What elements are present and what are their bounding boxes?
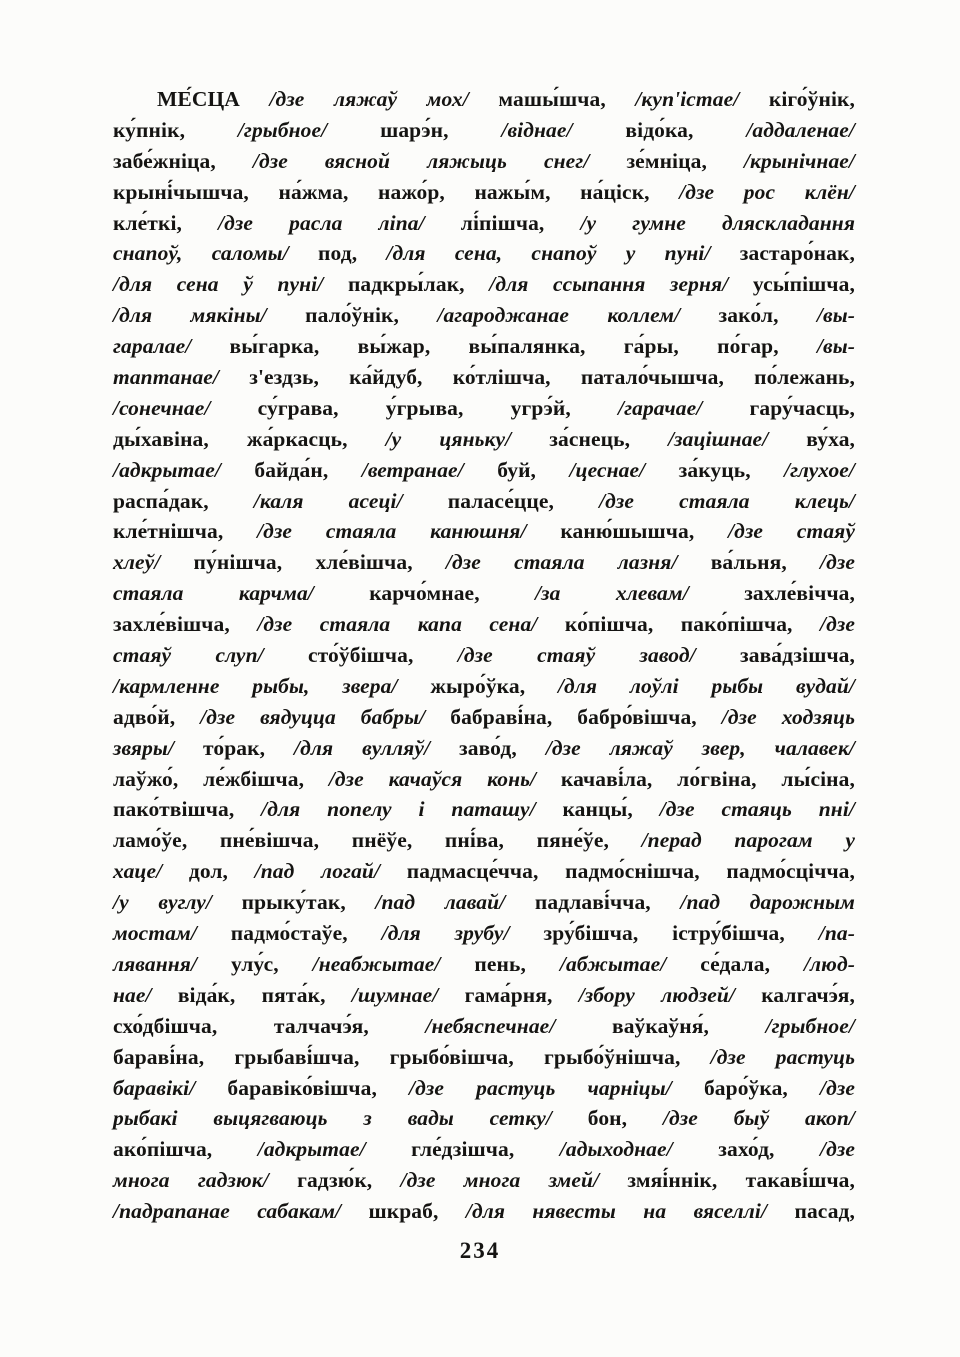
text-line: [113, 455, 855, 486]
gloss-segment: /дзе расла ліпа/: [218, 210, 461, 235]
headword-segment: ламо́ўе, пне́вішча, пнёўе, пні́ва, пяне́ўе,: [113, 828, 642, 853]
headword-segment: качаві́ла, ло́гвіна, лы́сіна,: [560, 766, 855, 791]
gloss-segment: /грыбное/: [765, 1013, 855, 1038]
gloss-segment: /каля асеці/: [253, 488, 448, 513]
headword-segment: зава́дзішча,: [740, 643, 856, 668]
gloss-segment: /зацішнае/: [668, 426, 807, 451]
headword-segment: канцы́,: [562, 797, 660, 822]
headword-segment: ко́пішча, пако́пішча,: [564, 612, 821, 637]
headword-segment: кіго́ўнік,: [768, 87, 855, 111]
headword-segment: ву́ха,: [806, 426, 856, 451]
gloss-segment: нае/: [113, 982, 178, 1007]
gloss-segment: /дзе стаяў завод/: [457, 643, 740, 668]
gloss-segment: /цеснае/: [569, 457, 679, 482]
gloss-segment: /адыходнае/: [559, 1137, 719, 1162]
gloss-segment: стаяў слуп/: [113, 643, 309, 668]
headword-segment: лаўжо́, ле́жбішча,: [113, 766, 329, 791]
headword-segment: вы́гарка, вы́жар, вы́палянка, га́ры, по́гар,: [229, 334, 817, 359]
gloss-segment: /кармленне рыбы, звера/: [113, 673, 431, 698]
headword-segment: прыку́так,: [241, 890, 376, 915]
gloss-segment: /адкрытае/: [257, 1137, 412, 1162]
headword-segment: забе́жніца,: [113, 148, 253, 173]
gloss-segment: /сонечнае/: [113, 395, 258, 420]
headword-segment: дол,: [188, 859, 255, 884]
headword-segment: бабраві́на, бабро́вішча,: [450, 704, 722, 729]
gloss-segment: /падрапанае сабакам/: [113, 1199, 369, 1224]
headword-segment: гадзю́к,: [297, 1168, 401, 1193]
text-line: [113, 516, 855, 547]
headword-segment: кле́ткі,: [113, 210, 219, 235]
gloss-segment: баравікі/: [113, 1075, 228, 1100]
headword-segment: гару́часць,: [749, 395, 856, 420]
text-line: [113, 115, 855, 146]
gloss-segment: /збору людзей/: [578, 982, 762, 1007]
headword-segment: захле́вішча,: [113, 612, 258, 637]
text-line: [113, 1134, 855, 1165]
text-line: [113, 300, 855, 331]
headword-segment: застаро́нак,: [739, 241, 855, 266]
headword-segment: ваўкаўня́,: [612, 1013, 766, 1038]
headword-segment: гама́рня,: [464, 982, 579, 1007]
gloss-segment: /дзе стаяла канюшня/: [257, 519, 561, 544]
gloss-segment: стаяла карчма/: [113, 581, 370, 606]
gloss-segment: /дзе: [820, 1137, 855, 1162]
gloss-segment: /пад лавай/: [375, 890, 535, 915]
gloss-segment: звяры/: [113, 735, 203, 760]
gloss-segment: /грыбное/: [237, 117, 381, 142]
headword-segment: адво́й,: [113, 704, 201, 729]
gloss-segment: /глухое/: [784, 457, 856, 482]
gloss-segment: /дзе ляжаў звер, чалавек/: [545, 735, 856, 760]
headword-segment: пако́твішча,: [113, 797, 262, 822]
gloss-segment: /для сена ў пуні/: [113, 272, 348, 297]
text-line: [113, 702, 855, 733]
headword-segment: пу́нішча, хле́вішча,: [193, 550, 446, 575]
gloss-segment: /дзе: [820, 612, 855, 637]
gloss-segment: /для попелу і паташу/: [261, 797, 563, 822]
gloss-segment: /для мякіны/: [113, 303, 306, 328]
gloss-segment: /віднае/: [501, 117, 626, 142]
headword-segment: ва́льня,: [710, 550, 820, 575]
gloss-segment: /у гумне дляскладання: [580, 210, 855, 235]
headword-segment: пасад,: [794, 1199, 855, 1224]
headword-segment: байда́н,: [254, 457, 362, 482]
headword-segment: за́куць,: [678, 457, 785, 482]
gloss-segment: рыбакі выцягваюць з вады сетку/: [113, 1106, 588, 1131]
text-line: [113, 208, 855, 239]
gloss-segment: многа гадзюк/: [113, 1168, 298, 1193]
gloss-segment: /дзе быў акоп/: [662, 1106, 856, 1131]
text-line: [113, 949, 855, 980]
gloss-segment: /вы-: [816, 303, 855, 328]
gloss-segment: гаралае/: [113, 334, 230, 359]
text-line: [113, 269, 855, 300]
text-line: [113, 1073, 855, 1104]
headword-segment: змяі́ннік, такаві́шча,: [627, 1168, 855, 1193]
gloss-segment: /адкрытае/: [113, 457, 255, 482]
text-line: [113, 84, 855, 115]
text-line: [113, 1196, 855, 1227]
gloss-segment: /дзе: [820, 1075, 855, 1100]
headword-segment: заво́д,: [459, 735, 546, 760]
gloss-segment: /абжытае/: [559, 951, 701, 976]
gloss-segment: /для сена, снапоў у пуні/: [386, 241, 740, 266]
gloss-segment: /пад логай/: [254, 859, 407, 884]
headword-segment: з'ездзь, ка́йдуб, ко́тлішча, патало́чышча, по́лежань,: [249, 365, 856, 390]
text-line: [113, 1103, 855, 1134]
headword-segment: шарэ́н,: [380, 117, 502, 142]
headword-segment: улу́с,: [230, 951, 313, 976]
headword-segment: лі́пішча,: [460, 210, 581, 235]
text-line: [113, 362, 855, 393]
gloss-segment: /шумнае/: [351, 982, 465, 1007]
gloss-segment: /дзе стаяла клець/: [599, 488, 856, 513]
gloss-segment: хлеў/: [113, 550, 194, 575]
gloss-segment: /для ссыпання зерня/: [489, 272, 753, 297]
gloss-segment: /неабжытае/: [312, 951, 475, 976]
gloss-segment: /дзе стаяў: [728, 519, 855, 544]
gloss-segment: /гарачае/: [618, 395, 750, 420]
headword-segment: падмасце́чча, падмо́снішча, падмо́сцічча,: [406, 859, 855, 884]
gloss-segment: /для зрубу/: [381, 921, 544, 946]
headword-segment: падмо́стаўе,: [230, 921, 382, 946]
gloss-segment: хаце/: [113, 859, 189, 884]
headword-segment: віда́к, пята́к,: [177, 982, 352, 1007]
headword-segment: захо́д,: [718, 1137, 821, 1162]
gloss-segment: /ветранае/: [361, 457, 498, 482]
headword-segment: паласе́цце,: [447, 488, 600, 513]
headword-segment: под,: [318, 241, 387, 266]
headword-segment: баравіко́вішча,: [227, 1075, 410, 1100]
headword-segment: су́грава, у́грыва, угрэ́й,: [257, 395, 618, 420]
text-line: [113, 733, 855, 764]
headword-segment: пень,: [474, 951, 560, 976]
headword-segment: шкраб,: [368, 1199, 466, 1224]
gloss-segment: /дзе качаўся конь/: [328, 766, 561, 791]
headword-segment: падлаві́чча,: [534, 890, 681, 915]
headword-segment: гле́дзішча,: [411, 1137, 560, 1162]
gloss-segment: /дзе растуць чарніцы/: [409, 1075, 704, 1100]
gloss-segment: таптанае/: [113, 365, 250, 390]
text-line: [113, 980, 855, 1011]
gloss-segment: /для вулляў/: [294, 735, 460, 760]
text-line: [113, 1042, 855, 1073]
headword-segment: за́снець,: [549, 426, 669, 451]
gloss-segment: /за хлевам/: [535, 581, 745, 606]
headword-segment: калгачэ́я,: [761, 982, 855, 1007]
gloss-segment: /дзе стаяла капа сена/: [257, 612, 565, 637]
gloss-segment: /у вуглу/: [113, 890, 242, 915]
page-number: 234: [459, 1238, 501, 1263]
headword-segment: каню́шышча,: [560, 519, 729, 544]
gloss-segment: /крынічнае/: [743, 148, 856, 173]
text-line: [113, 146, 855, 177]
headword-segment: се́дала,: [700, 951, 804, 976]
headword-segment: зру́бішча, істру́бішча,: [543, 921, 819, 946]
headword-segment: захле́вічча,: [744, 581, 855, 606]
gloss-segment: /куп'істае/: [635, 87, 769, 111]
headword-segment: баро́ўка,: [703, 1075, 821, 1100]
gloss-segment: мостам/: [113, 921, 231, 946]
headword-segment: зе́мніца,: [626, 148, 744, 173]
text-line: [113, 547, 855, 578]
gloss-segment: /у цяньку/: [385, 426, 550, 451]
gloss-segment: /дзе ходзяць: [721, 704, 855, 729]
headword-segment: жыро́ўка,: [430, 673, 558, 698]
headword-segment: відо́ка,: [625, 117, 747, 142]
headword-segment: бараві́на, грыбаві́шча, грыбо́вішча, грыбо́ўнішча,: [113, 1044, 711, 1069]
headword-segment: ку́пнік,: [113, 117, 238, 142]
gloss-segment: лявання/: [113, 951, 231, 976]
headword-segment: МЕ́СЦА: [157, 87, 270, 111]
text-line: [113, 331, 855, 362]
headword-segment: машы́шча,: [498, 87, 636, 111]
text-line: [113, 393, 855, 424]
gloss-segment: снапоў, саломы/: [113, 241, 318, 266]
text-line: [113, 238, 855, 269]
headword-segment: карчо́мнае,: [369, 581, 536, 606]
gloss-segment: /дзе растуць: [710, 1044, 856, 1069]
gloss-segment: /перад парогам у: [641, 828, 855, 853]
text-line: [113, 671, 855, 702]
text-line: [113, 578, 855, 609]
headword-segment: бон,: [587, 1106, 663, 1131]
gloss-segment: /для нявесты на вяселлі/: [465, 1199, 795, 1224]
gloss-segment: /пад дарожным: [680, 890, 855, 915]
text-line: [113, 1165, 855, 1196]
text-line: [113, 177, 855, 208]
gloss-segment: /дзе рос клён/: [679, 179, 856, 204]
gloss-segment: /для лоўлі рыбы вудай/: [557, 673, 856, 698]
gloss-segment: /дзе стаяць пні/: [659, 797, 855, 822]
headword-segment: распа́дак,: [113, 488, 254, 513]
text-line: [113, 918, 855, 949]
headword-segment: буй,: [497, 457, 570, 482]
headword-segment: схо́дбішча, талчачэ́я,: [113, 1013, 426, 1038]
gloss-segment: /агароджанае коллем/: [437, 303, 719, 328]
gloss-segment: /дзе: [820, 550, 855, 575]
gloss-segment: /дзе стаяла лазня/: [445, 550, 711, 575]
headword-segment: зако́л,: [718, 303, 817, 328]
dictionary-text-block: [113, 84, 855, 1227]
headword-segment: сто́ўбішча,: [308, 643, 458, 668]
gloss-segment: /дзе многа змей/: [400, 1168, 628, 1193]
text-line: [113, 794, 855, 825]
text-line: [113, 609, 855, 640]
gloss-segment: /вы-: [816, 334, 856, 359]
gloss-segment: /дзе ляжаў мох/: [269, 87, 499, 111]
text-line: [113, 1011, 855, 1042]
headword-segment: ако́пішча,: [113, 1137, 258, 1162]
headword-segment: кле́тнішча,: [113, 519, 258, 544]
gloss-segment: /аддаленае/: [746, 117, 855, 142]
headword-segment: падкры́лак,: [347, 272, 490, 297]
text-line: [113, 825, 855, 856]
text-line: [113, 424, 855, 455]
text-line: [113, 856, 855, 887]
headword-segment: пало́ўнік,: [305, 303, 438, 328]
gloss-segment: /дзе вясной ляжыць снег/: [252, 148, 627, 173]
gloss-segment: /люд-: [803, 951, 855, 976]
text-line: [113, 764, 855, 795]
headword-segment: то́рак,: [202, 735, 295, 760]
headword-segment: усы́пішча,: [752, 272, 855, 297]
text-line: [113, 486, 855, 517]
headword-segment: крыні́чышча, на́жма, нажо́р, нажы́м, на́ціск,: [113, 179, 680, 204]
text-line: [113, 887, 855, 918]
gloss-segment: /небяспечнае/: [425, 1013, 612, 1038]
gloss-segment: /дзе вядуцца бабры/: [200, 704, 451, 729]
text-line: [113, 640, 855, 671]
headword-segment: ды́хавіна, жа́ркасць,: [113, 426, 386, 451]
gloss-segment: /па-: [818, 921, 855, 946]
